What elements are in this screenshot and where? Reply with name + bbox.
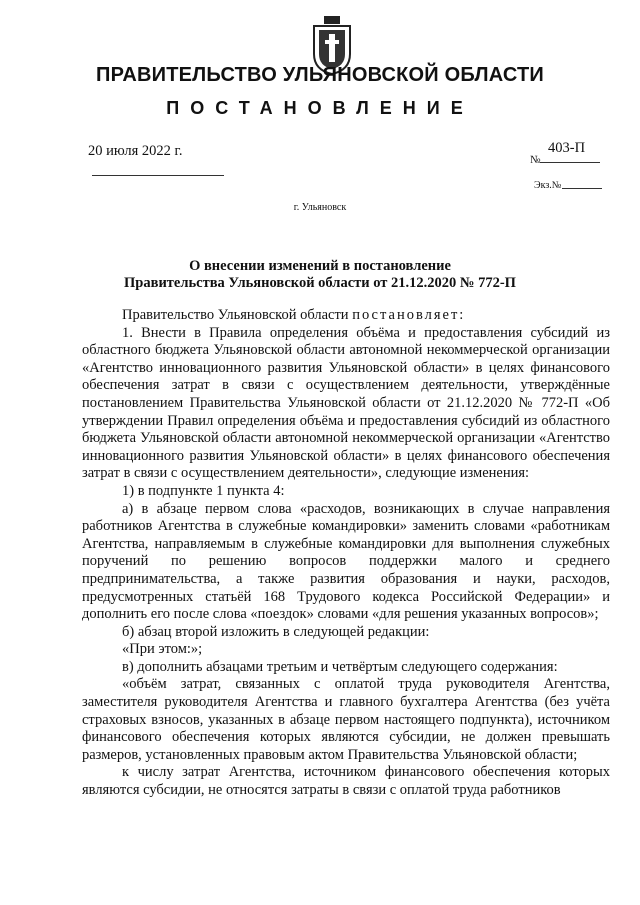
- body-paragraph: «При этом:»;: [122, 641, 203, 658]
- intro-verb: постановляет:: [352, 307, 466, 323]
- document-number: 403-П: [548, 140, 586, 156]
- title-line-2: Правительства Ульяновской области от 21.12.2020 № 772-П: [124, 275, 516, 291]
- body-paragraph: к числу затрат Агентства, источником финансового обеспечения которых являются субсидии, не относятся затраты в связи с оплатой труда работников: [82, 764, 610, 799]
- document-type: ПОСТАНОВЛЕНИЕ: [166, 98, 474, 118]
- date-underline: [92, 175, 224, 176]
- government-name: ПРАВИТЕЛЬСТВО УЛЬЯНОВСКОЙ ОБЛАСТИ: [96, 64, 544, 86]
- intro-paragraph: [82, 307, 610, 325]
- body-paragraph: б) абзац второй изложить в следующей редакции:: [122, 623, 430, 640]
- number-underline: [540, 162, 600, 163]
- copy-number-underline: [562, 188, 602, 189]
- document-date: 20 июля 2022 г.: [88, 143, 183, 159]
- intro-prefix: Правительство Ульяновской области: [122, 307, 349, 323]
- title-line-1: О внесении изменений в постановление: [189, 258, 451, 274]
- copy-number-label: Экз.№: [534, 180, 562, 191]
- body-paragraph: а) в абзаце первом слова «расходов, возникающих в случае направления работников Агентства в служебные командировки» заменить словами «работникам Агентства, направляемым в служебные командировки для выполнения служебных поручений по решению вопросов поддержки малого и среднего предпринимательства, а также развития образования и науки, расходов, предусмотренных статьёй 168 Трудового кодекса Российской Федерации» и дополнить его после слова «поездок» словами «для решения указанных вопросов»;: [82, 500, 610, 623]
- city: г. Ульяновск: [293, 202, 347, 213]
- document-body: [82, 307, 610, 800]
- body-paragraph: в) дополнить абзацами третьим и четвёртым следующего содержания:: [122, 658, 558, 675]
- body-paragraph: 1. Внести в Правила определения объёма и предоставления субсидий из областного бюджета Ульяновской области автономной некоммерческой организации «Агентство инновационного развития Ульяновской области» в целях финансового обеспечения затрат в связи с осуществлением деятельности, утверждённые постановлением Правительства Ульяновской области от 21.12.2020 № 772-П «Об утверждении Правил определения объёма и предоставления субсидий из областного бюджета Ульяновской области автономной некоммерческой организации «Агентство инновационного развития Ульяновской области» в целях финансового обеспечения затрат в связи с осуществлением деятельности», следующие изменения:: [82, 324, 610, 482]
- body-paragraph: 1) в подпункте 1 пункта 4:: [122, 482, 285, 499]
- document-title: [0, 258, 640, 292]
- number-label: №: [530, 154, 541, 166]
- body-paragraph: «объём затрат, связанных с оплатой труда руководителя Агентства, заместителя руководителя Агентства и главного бухгалтера Агентства (без учёта страховых взносов, указанных в абзаце первом настоящего подпункта), источником финансового обеспечения которых являются субсидии, не должен превышать размеров, установленных правовым актом Правительства Ульяновской области;: [82, 676, 610, 763]
